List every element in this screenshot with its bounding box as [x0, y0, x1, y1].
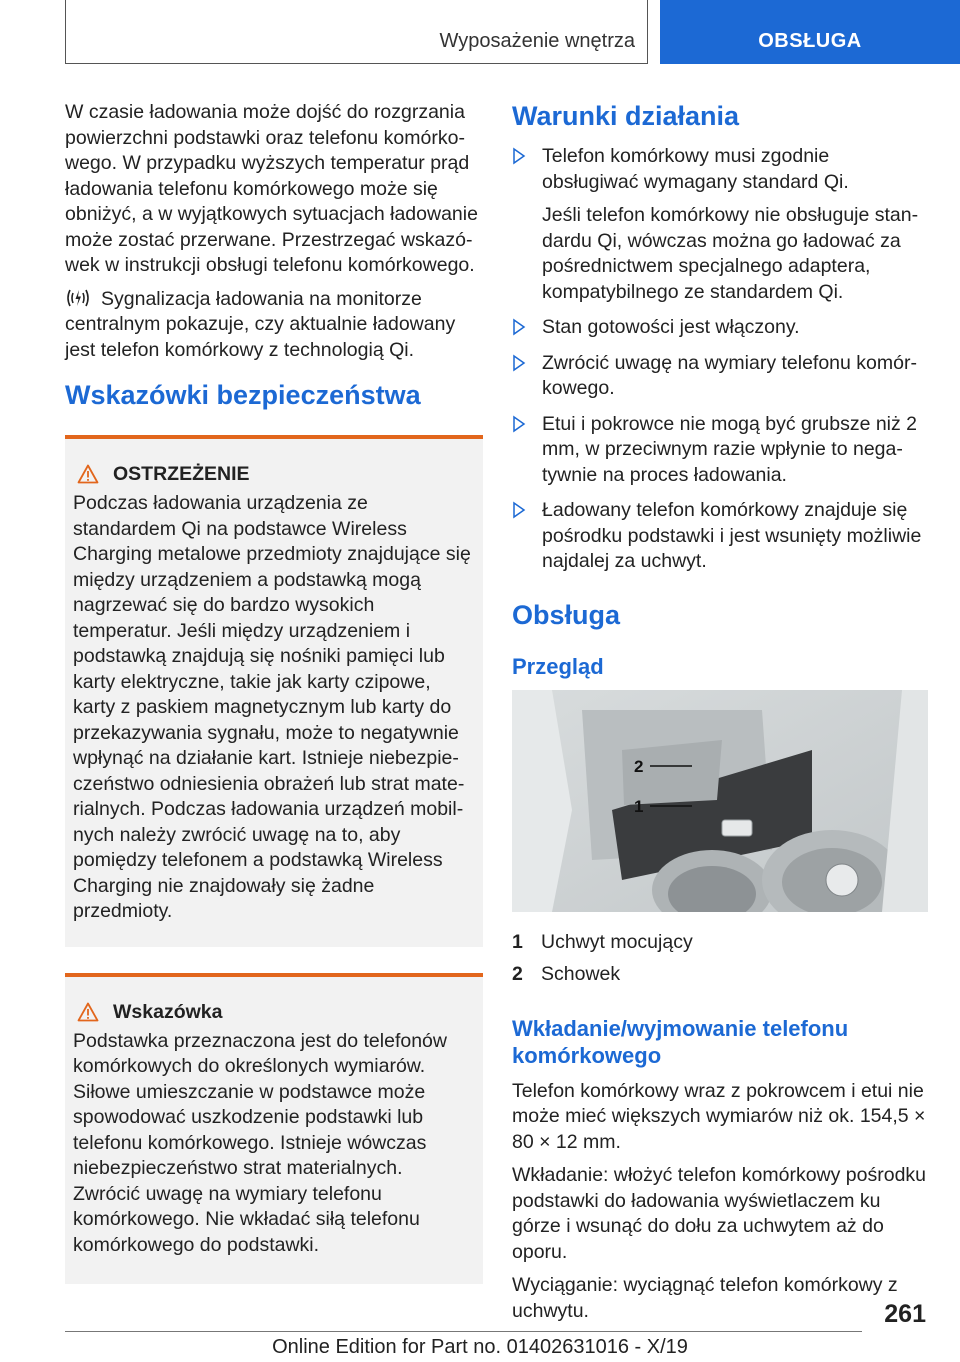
- conditions-heading: Warunki działania: [512, 101, 740, 131]
- safety-heading: Wskazówki bezpieczeństwa: [65, 380, 421, 410]
- list-item: [512, 351, 930, 402]
- dimensions-paragraph: Telefon komórkowy wraz z pokrowcem i etui nie może mieć większych wymiarów niż ok. 154,5 × 80 × 12 mm.: [512, 1079, 926, 1153]
- header-section-box: [65, 0, 648, 64]
- header-section-title: Wyposażenie wnętrza: [439, 30, 635, 52]
- note-text: Podstawka przeznaczona jest do telefonów komórkowych do określonych wymiarów. Siłowe umieszczanie w podstawce może spowodować uszkodzenie podstawki lub telefonu komórkowego. Istnieje wówczas niebezpieczeństwo strat materialnych. Zwrócić uwagę na wymiary telefonu komórkowego. Nie wkładać siłą telefonu komórkowego do podstawki.: [73, 1029, 447, 1256]
- warning-title-row: [73, 461, 475, 487]
- charging-indicator-paragraph: [65, 287, 483, 364]
- condition-text: Telefon komórkowy musi zgodnie obsługiwać wymagany standard Qi.: [542, 145, 849, 193]
- triangle-bullet-icon: [512, 147, 526, 165]
- left-column: [65, 100, 483, 1284]
- warning-title: OSTRZEŻENIE: [113, 463, 250, 485]
- photo-legend: [512, 929, 930, 987]
- warning-box: [65, 435, 483, 947]
- legend-number: 2: [512, 962, 523, 985]
- triangle-bullet-icon: [512, 415, 526, 433]
- header-chapter-tab[interactable]: [660, 0, 960, 64]
- remove-paragraph: Wyciąganie: wyciągnąć telefon komórkowy z uchwytu.: [512, 1274, 898, 1322]
- note-title: Wskazówka: [113, 1000, 223, 1023]
- triangle-bullet-icon: [512, 318, 526, 336]
- page-number: 261: [884, 1300, 926, 1328]
- operation-heading: Obsługa: [512, 599, 621, 630]
- footer-edition: Online Edition for Part no. 01402631016 - X/19: [272, 1336, 688, 1358]
- photo-label-1: 1: [634, 796, 644, 816]
- condition-text: Stan gotowości jest włączony.: [542, 316, 800, 338]
- charging-tray-photo: [512, 690, 928, 912]
- warning-text: Podczas ładowania urządzenia ze standardem Qi na podstawce Wireless Charging metalowe przedmioty znajdujące się między urządzeniem a podstawką mogą nagrzewać się do bardzo wysokich temperatur. Jeśli między urządzeniem i podstawką znajdują się nośniki pamięci lub karty elektryczne, takie jak karty czipowe, karty z paskiem magnetycznym lub karty do przekazywania sygnału, może to negatywnie wpłynąć na działanie kart. Istnieje niebezpieczeństwo odniesienia obrażeń lub strat materialnych. Podczas ładowania urządzeń mobilnych należy zwrócić uwagę na to, aby pomiędzy telefonem a podstawką Wireless Charging nie znajdowały się żadne przedmioty.: [73, 492, 471, 922]
- legend-row: [512, 961, 930, 987]
- warning-triangle-icon: [77, 464, 99, 484]
- header-chapter-label: OBSŁUGA: [758, 30, 862, 52]
- legend-row: [512, 929, 930, 955]
- list-item: [512, 144, 930, 305]
- condition-text: Zwrócić uwagę na wymiary telefonu komórkowego.: [542, 351, 917, 399]
- list-item: [512, 498, 930, 575]
- warning-triangle-icon: [77, 1002, 99, 1022]
- conditions-list: [512, 144, 930, 575]
- overview-heading: Przegląd: [512, 653, 604, 679]
- note-title-row: [73, 999, 475, 1025]
- triangle-bullet-icon: [512, 501, 526, 519]
- condition-text: Ładowany telefon komórkowy znajduje się pośrodku podstawki i jest wsunięty możliwie najdalej za uchwyt.: [542, 499, 922, 572]
- charging-heat-paragraph: W czasie ładowania może dojść do rozgrzania powierzchni podstawki oraz telefonu komórkowego. W przypadku wyższych temperatur prąd ładowania telefonu komórkowego może się obniżyć, a w wyjątkowych sytuacjach ładowanie może zostać przerwane. Przestrzegać wskazówek w instrukcji obsługi telefonu komórkowego.: [65, 101, 478, 276]
- condition-text: Etui i pokrowce nie mogą być grubsze niż 2 mm, w przeciwnym razie wpłynie to negatywnie na proces ładowania.: [542, 412, 918, 486]
- insert-remove-heading: Wkładanie/wyjmowanie telefonu komórkowego: [512, 1015, 849, 1068]
- triangle-bullet-icon: [512, 354, 526, 372]
- charging-indicator-text: Sygnalizacja ładowania na monitorze centralnym pokazuje, czy aktualnie ładowany jest telefon komórkowy z technologią Qi.: [65, 287, 456, 361]
- photo-label-2: 2: [634, 756, 644, 776]
- legend-label: Uchwyt mocujący: [541, 930, 693, 953]
- list-item: [512, 315, 930, 341]
- insert-paragraph: Wkładanie: włożyć telefon komórkowy pośrodku podstawki do ładowania wyświetlaczem ku górze i wsunąć do dołu za uchwytem aż do oporu.: [512, 1164, 927, 1263]
- legend-label: Schowek: [541, 962, 621, 985]
- wireless-charging-icon: [65, 287, 91, 309]
- legend-number: 1: [512, 930, 523, 953]
- list-item: [512, 412, 930, 489]
- right-column: [512, 100, 930, 1332]
- footer-divider: [65, 1331, 862, 1332]
- note-box: [65, 973, 483, 1285]
- condition-subtext: Jeśli telefon komórkowy nie obsługuje standardu Qi, wówczas można go ładować za pośrednictwem specjalnego adaptera, kompatybilnego ze standardem Qi.: [542, 204, 919, 303]
